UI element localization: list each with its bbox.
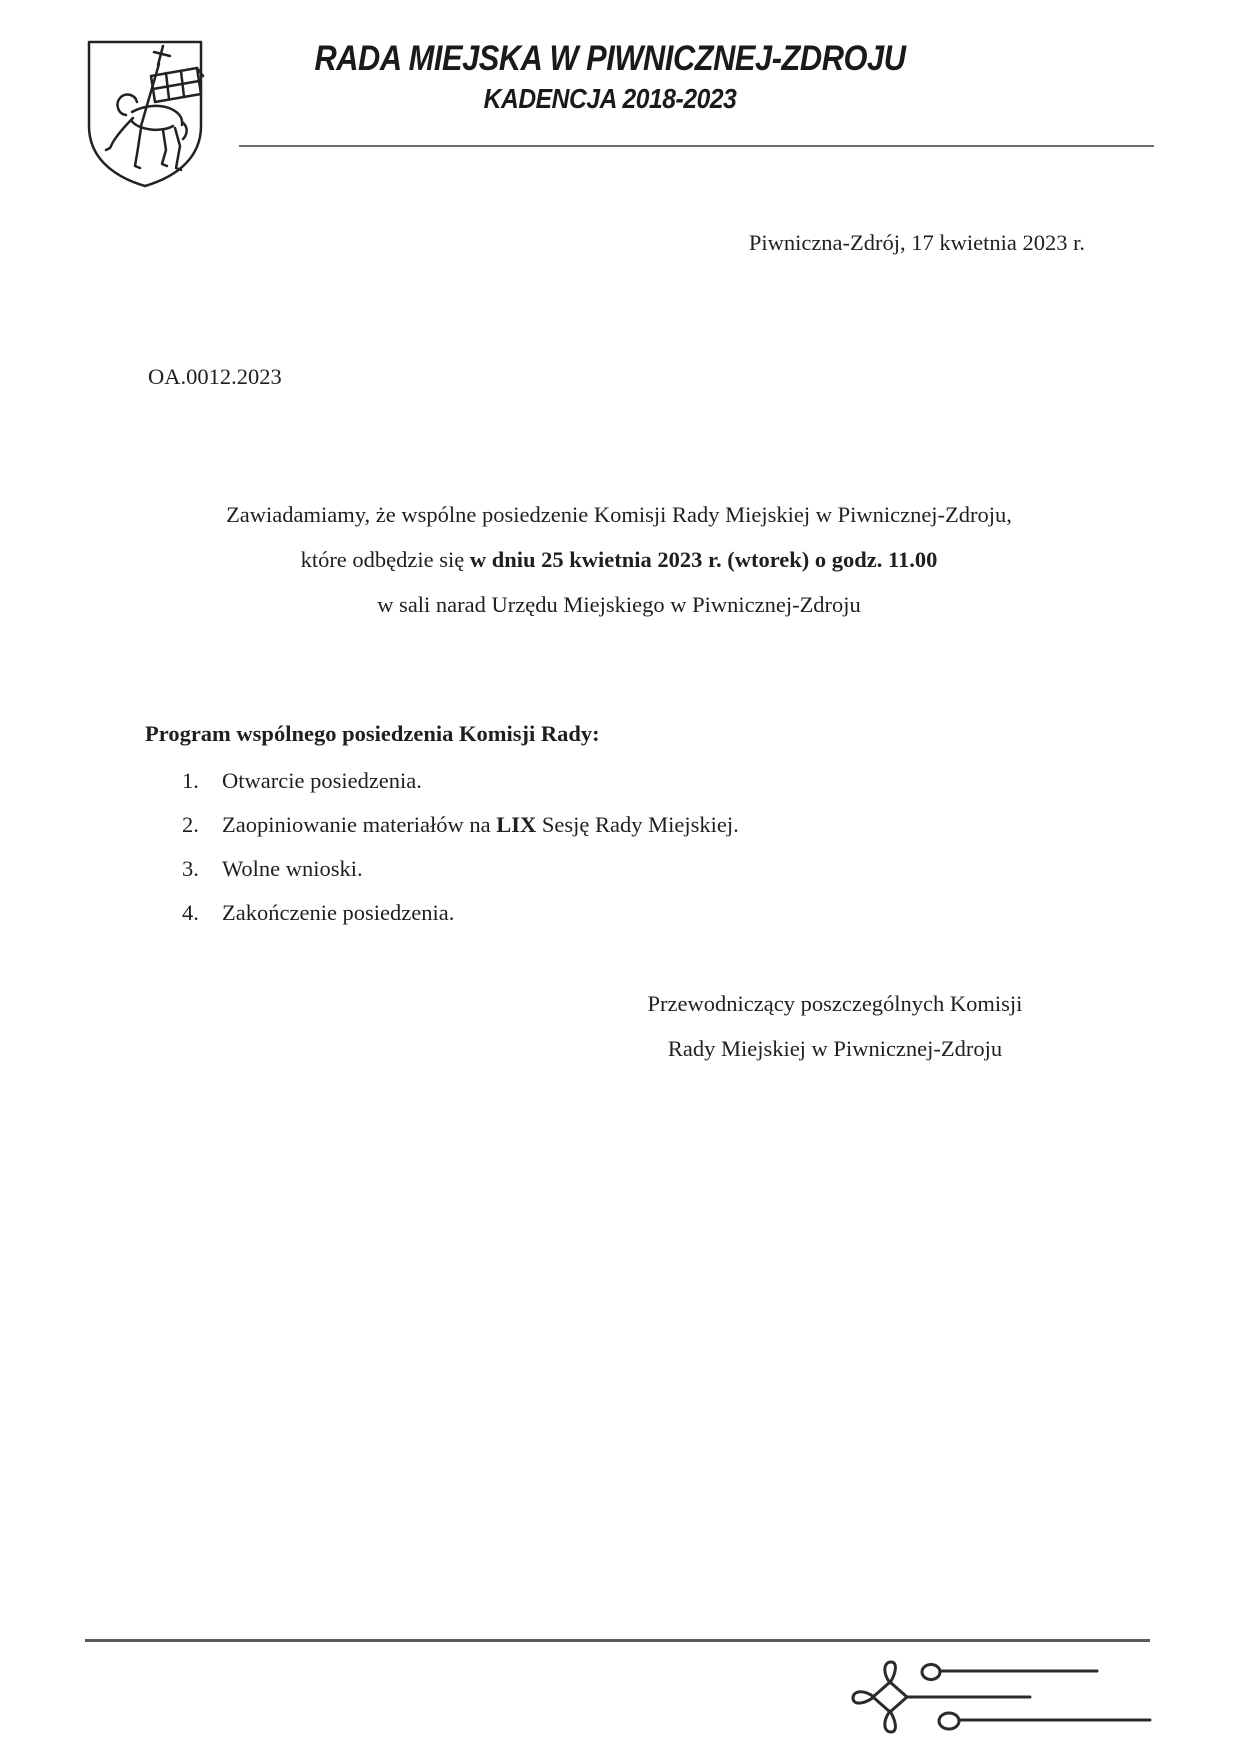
letterhead-subtitle: KADENCJA 2018-2023 bbox=[483, 83, 737, 114]
signature-flourish-icon bbox=[845, 1655, 1165, 1745]
letterhead-title: RADA MIEJSKA W PIWNICZNEJ-ZDROJU bbox=[314, 39, 906, 78]
list-item-number: 1. bbox=[182, 768, 199, 793]
signature-line-2: Rady Miejskiej w Piwnicznej-Zdroju bbox=[667, 1036, 1003, 1061]
announcement-line-2-normal: które odbędzie się bbox=[300, 547, 470, 572]
reference-number: OA.0012.2023 bbox=[148, 364, 282, 389]
announcement-line-1: Zawiadamiamy, że wspólne posiedzenie Komisji Rady Miejskiej w Piwnicznej-Zdroju, bbox=[226, 502, 1012, 527]
list-item-number: 3. bbox=[182, 856, 199, 881]
list-item-number: 2. bbox=[182, 812, 199, 837]
list-item-number: 4. bbox=[182, 900, 199, 925]
coat-of-arms-icon bbox=[85, 38, 205, 190]
list-item bbox=[222, 854, 1082, 884]
program-heading: Program wspólnego posiedzenia Komisji Rady: bbox=[145, 721, 600, 746]
list-item-text-post: Sesję Rady Miejskiej. bbox=[536, 812, 739, 837]
announcement-line-3: w sali narad Urzędu Miejskiego w Piwnicznej-Zdroju bbox=[377, 592, 861, 617]
list-item bbox=[222, 810, 1082, 840]
signature-line-1: Przewodniczący poszczególnych Komisji bbox=[647, 991, 1023, 1016]
date-line: Piwniczna-Zdrój, 17 kwietnia 2023 r. bbox=[748, 230, 1085, 255]
list-item-text: Otwarcie posiedzenia. bbox=[222, 768, 422, 793]
list-item bbox=[222, 766, 1082, 796]
list-item-text: Zakończenie posiedzenia. bbox=[222, 900, 455, 925]
list-item-text: Zaopiniowanie materiałów na bbox=[222, 812, 497, 837]
list-item bbox=[222, 898, 1082, 928]
footer-divider bbox=[85, 1639, 1150, 1642]
announcement-line-2-bold: w dniu 25 kwietnia 2023 r. (wtorek) o godz. 11.00 bbox=[469, 547, 938, 572]
list-item-text: Wolne wnioski. bbox=[222, 856, 363, 881]
announcement-line-2 bbox=[148, 545, 1090, 575]
list-item-bold-text: LIX bbox=[496, 812, 537, 837]
letterhead-divider bbox=[239, 145, 1154, 147]
